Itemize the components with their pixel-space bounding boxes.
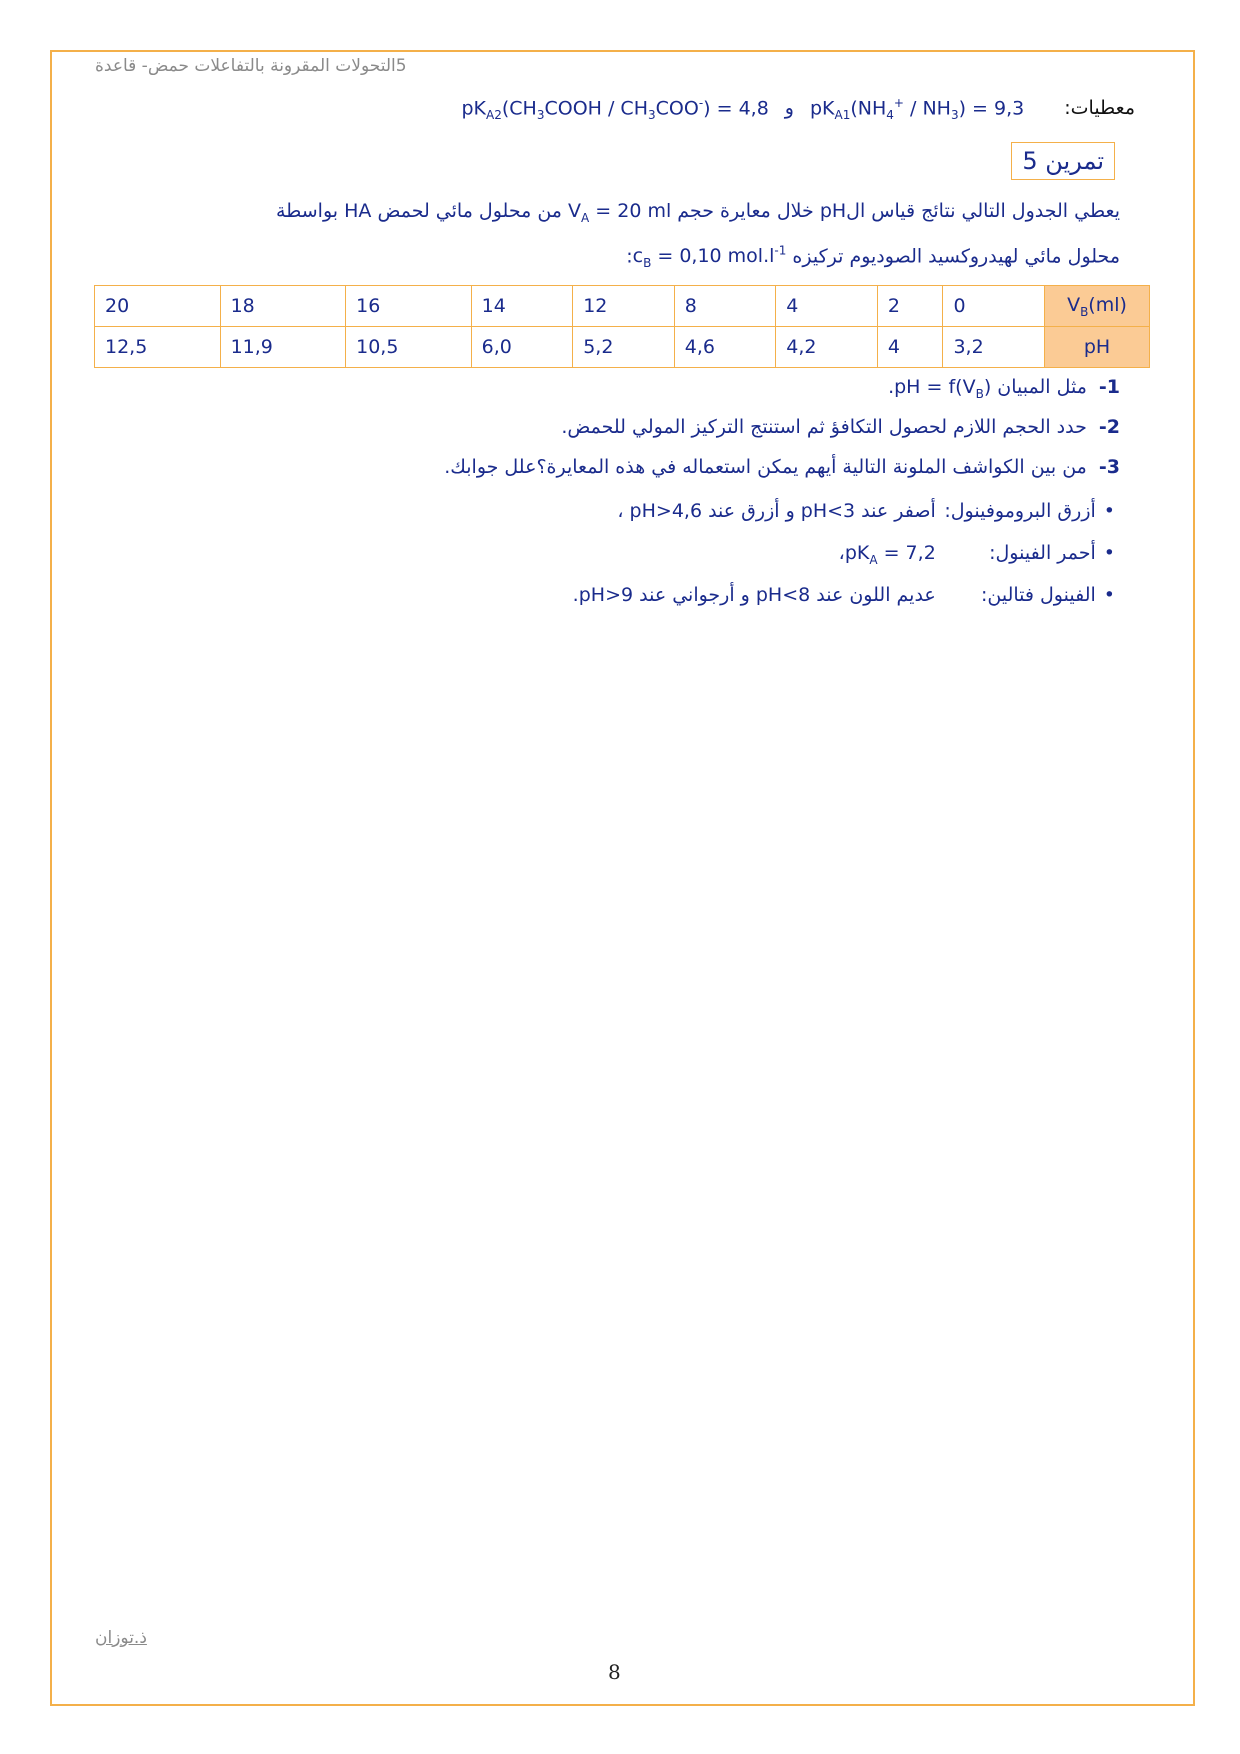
titration-table [94,285,1150,368]
question-number: 3- [1098,456,1120,478]
indicator-item: •أزرق البروموفينول:أصفر عند pH<3 و أزرق عند pH>4,6 ، [617,500,1115,522]
question-text: من بين الكواشف الملونة التالية أيهم يمكن استعماله في هذه المعايرة؟علل جوابك. [444,456,1087,478]
exercise-title: تمرين 5 [1011,142,1115,180]
ph-cell: 4 [877,327,943,368]
indicator-item: •أحمر $الفينول:pK_A$ = 7,2، [838,542,1115,567]
vb-header: $V_B(ml)$ [1045,286,1150,327]
indicator-desc: عديم اللون عند pH<8 و أرجواني عند pH>9. [572,584,936,606]
given-data-label: معطيات: [1064,97,1135,120]
intro-line-2: محلول مائي لهيدروكسيد الصوديوم تركيزه $c_B = 0,10$ $mol.l^{-1}$: [626,244,1120,271]
vb-cell: 8 [674,286,776,327]
question-number: 2- [1098,416,1120,438]
indicator-name: أحمر الفينول: [989,542,1096,564]
indicator-desc: $pK_A$ = 7,2، [838,542,936,567]
question-text: حدد الحجم اللازم لحصول التكافؤ ثم استنتج التركيز المولي للحمض. [561,416,1087,438]
indicator-item: •الفينول فتالين:عديم اللون عند pH<8 و أرجواني عند pH>9. [572,584,1115,606]
and-word: و [784,97,794,120]
vb-cell: 14 [471,286,573,327]
question-1 [110,376,1120,401]
ph-cell: 5,2 [573,327,675,368]
table-row [95,286,1150,327]
vb-cell: 16 [346,286,472,327]
page-number: 8 [608,1660,621,1684]
vb-cell: 12 [573,286,675,327]
ph-cell: 10,5 [346,327,472,368]
question-3 [110,456,1120,478]
indicator-name: أزرق البروموفينول: [944,500,1096,522]
table-row [95,327,1150,368]
ph-cell: 4,6 [674,327,776,368]
vb-cell: 4 [776,286,878,327]
indicator-name: الفينول فتالين: [980,584,1096,606]
author-name: ذ.توزان [95,1628,147,1648]
vb-cell: 0 [943,286,1045,327]
vb-cell: 18 [220,286,346,327]
question-number: 1- [1098,376,1120,398]
vb-cell: 20 [95,286,221,327]
ph-cell: 11,9 [220,327,346,368]
given-data [85,96,1135,122]
ph-cell: 3,2 [943,327,1045,368]
chapter-header: 5التحولات المقرونة بالتفاعلات حمض- قاعدة [95,56,407,76]
question-2 [110,416,1120,438]
ph-cell: 4,2 [776,327,878,368]
ph-header: pH [1045,327,1150,368]
pka1-value: $pK_{A1}(NH_4^+ / NH_3) = 9,3$ [809,96,1025,123]
ph-cell: 6,0 [471,327,573,368]
ph-cell: 12,5 [95,327,221,368]
question-text: مثل المبيان pH = $f(V_B)$. [888,376,1087,401]
intro-line-1: يعطي الجدول التالي نتائج قياس الpH خلال معايرة حجم $V_A = 20$ ml من محلول مائي لحمض HA بواسطة [275,200,1120,225]
vb-cell: 2 [877,286,943,327]
pka2-value: $pK_{A2}(CH_3COOH / CH_3COO^-) = 4,8$ [461,96,769,123]
indicator-desc: أصفر عند pH<3 و أزرق عند pH>4,6 ، [617,500,936,522]
